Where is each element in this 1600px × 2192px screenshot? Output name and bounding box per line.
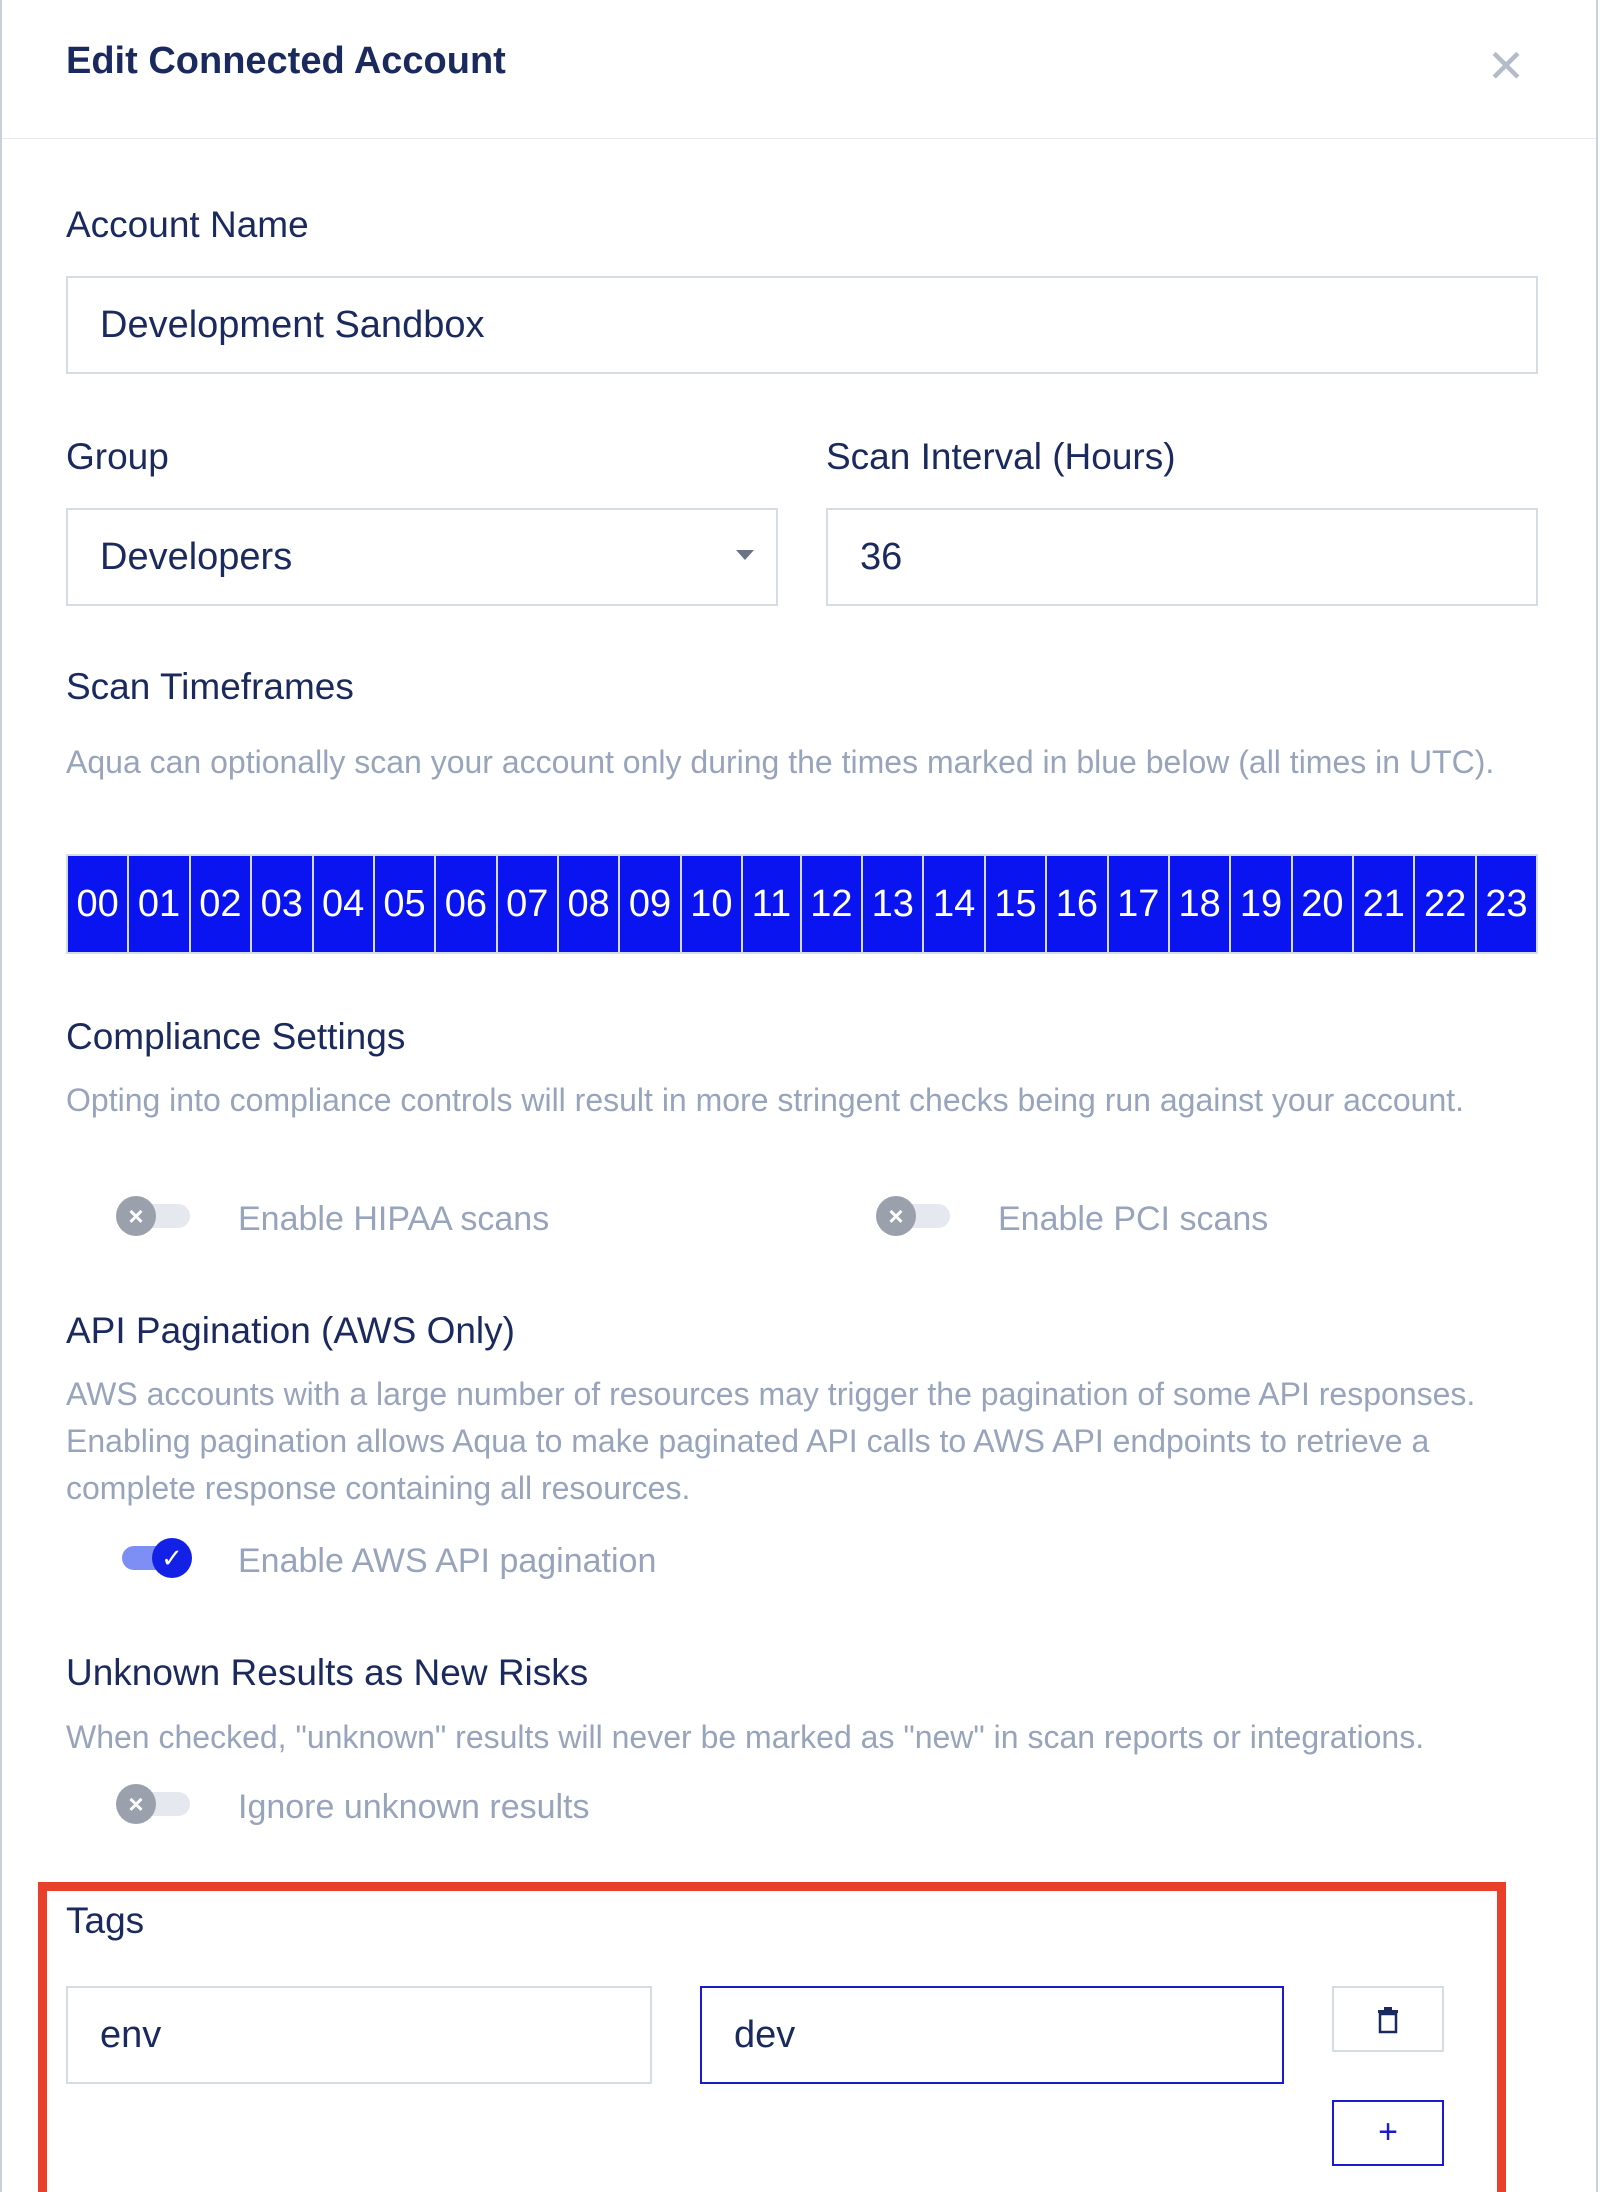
hour-cell-23[interactable]: 23 <box>1485 883 1528 925</box>
add-tag-button[interactable]: + <box>1332 2100 1444 2166</box>
hour-cell-13[interactable]: 13 <box>863 856 924 952</box>
hour-cell-09[interactable]: 09 <box>620 856 681 952</box>
hour-cell-11[interactable]: 11 <box>743 856 802 952</box>
hour-cell-17[interactable]: 17 <box>1109 856 1170 952</box>
hour-cell-18[interactable]: 18 <box>1170 856 1231 952</box>
delete-tag-button[interactable] <box>1332 1986 1444 2052</box>
hour-cell-14[interactable]: 14 <box>924 856 985 952</box>
group-label: Group <box>66 436 169 477</box>
scan-interval-label: Scan Interval (Hours) <box>826 436 1176 477</box>
hour-cell-20[interactable]: 20 <box>1293 856 1354 952</box>
x-icon: × <box>116 1784 156 1824</box>
x-icon: × <box>116 1196 156 1236</box>
hour-cell-16[interactable]: 16 <box>1047 856 1108 952</box>
pci-toggle-label: Enable PCI scans <box>998 1200 1269 1238</box>
tags-label: Tags <box>66 1900 145 1941</box>
ignore-unknown-toggle[interactable] <box>116 1788 192 1820</box>
hour-cell-07[interactable]: 07 <box>498 856 559 952</box>
hour-cell-12[interactable]: 12 <box>802 856 863 952</box>
group-select-value: Developers <box>100 536 293 578</box>
account-name-input[interactable]: Development Sandbox <box>66 276 1538 374</box>
hour-cell-02[interactable]: 02 <box>191 856 252 952</box>
modal-title: Edit Connected Account <box>66 40 506 82</box>
hour-cell-01[interactable]: 01 <box>129 856 190 952</box>
hour-cell-05[interactable]: 05 <box>375 856 436 952</box>
pci-toggle[interactable] <box>876 1200 952 1232</box>
close-icon[interactable]: ✕ <box>1486 40 1526 92</box>
hour-cell-06[interactable]: 06 <box>436 856 497 952</box>
compliance-label: Compliance Settings <box>66 1016 406 1057</box>
ignore-unknown-toggle-label: Ignore unknown results <box>238 1788 590 1826</box>
tag-value-input[interactable]: dev <box>700 1986 1284 2084</box>
scan-timeframes-label: Scan Timeframes <box>66 666 354 707</box>
hour-cell-03[interactable]: 03 <box>252 856 313 952</box>
group-select[interactable] <box>66 508 778 606</box>
api-pagination-label: API Pagination (AWS Only) <box>66 1310 515 1351</box>
account-name-label: Account Name <box>66 204 309 245</box>
unknown-results-description: When checked, "unknown" results will never be marked as "new" in scan reports or integrations. <box>66 1719 1425 1755</box>
scan-timeframes-description: Aqua can optionally scan your account only during the times marked in blue below (all times in UTC). <box>66 744 1495 780</box>
hour-cell-08[interactable]: 08 <box>559 856 620 952</box>
x-icon: × <box>876 1196 916 1236</box>
trash-icon <box>1376 2006 1400 2034</box>
api-pagination-description: AWS accounts with a large number of resources may trigger the pagination of some API responses. Enabling pagination allows Aqua to make paginated API calls to AWS API endpoints to retrieve a complete response containing all resources. <box>66 1376 1476 1506</box>
scan-interval-input[interactable]: 36 <box>826 508 1538 606</box>
aws-pagination-toggle[interactable] <box>116 1542 192 1574</box>
hour-cell-19[interactable]: 19 <box>1231 856 1292 952</box>
hour-cell-10[interactable]: 10 <box>682 856 743 952</box>
hour-cell-15[interactable]: 15 <box>986 856 1047 952</box>
hour-cell-00[interactable]: 00 <box>68 856 129 952</box>
hour-cell-04[interactable]: 04 <box>314 856 375 952</box>
aws-pagination-toggle-label: Enable AWS API pagination <box>238 1542 657 1580</box>
hour-cell-21[interactable]: 21 <box>1354 856 1415 952</box>
hour-cell-22[interactable]: 22 <box>1415 856 1476 952</box>
hipaa-toggle[interactable] <box>116 1200 192 1232</box>
compliance-description: Opting into compliance controls will result in more stringent checks being run against your account. <box>66 1082 1465 1118</box>
check-icon: ✓ <box>152 1538 192 1578</box>
chevron-down-icon <box>736 550 754 560</box>
scan-timeframe-grid <box>66 854 1538 954</box>
unknown-results-label: Unknown Results as New Risks <box>66 1652 589 1693</box>
tag-key-input[interactable]: env <box>66 1986 652 2084</box>
hipaa-toggle-label: Enable HIPAA scans <box>238 1200 550 1238</box>
modal-header <box>2 0 1596 139</box>
